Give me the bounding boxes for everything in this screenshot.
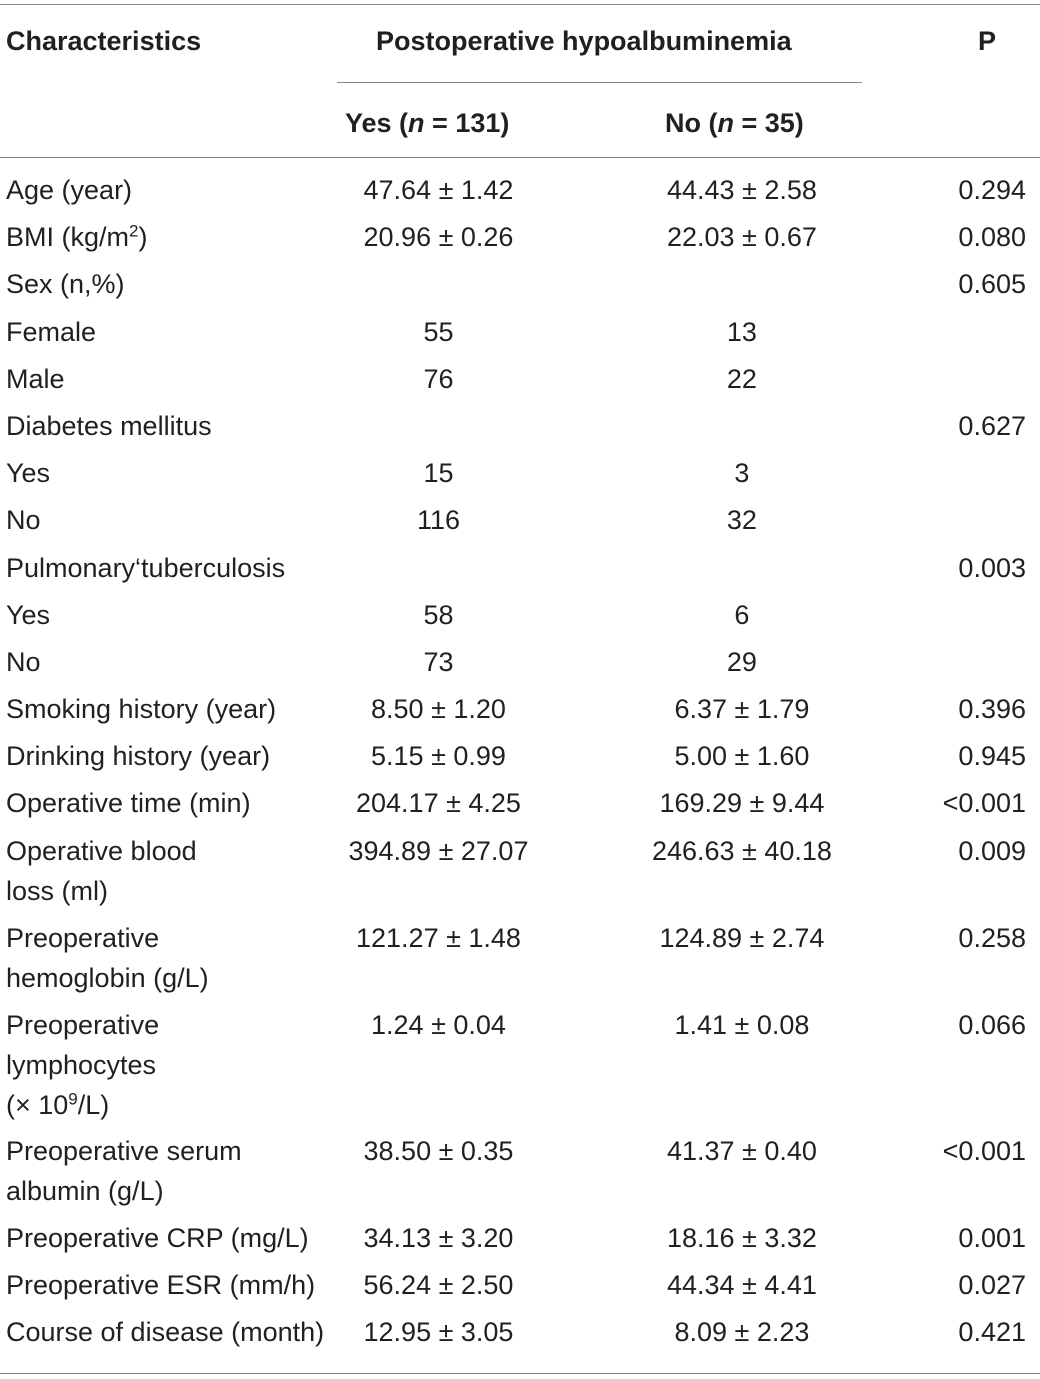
table-row xyxy=(0,831,1040,918)
row-label: Diabetes mellitus xyxy=(6,410,212,441)
no-value: 1.41 ± 0.08 xyxy=(674,1009,810,1040)
header-no-count: = 35) xyxy=(733,108,804,138)
yes-value: 12.95 ± 3.05 xyxy=(363,1317,514,1347)
row-label: Course of disease (month) xyxy=(6,1317,325,1347)
table-row xyxy=(0,500,1040,547)
yes-value: 204.17 ± 4.25 xyxy=(356,788,521,819)
no-value: 13 xyxy=(726,316,757,347)
p-value: 0.003 xyxy=(958,552,1026,583)
yes-value: 73 xyxy=(423,646,454,677)
table-row xyxy=(0,783,1040,830)
no-value: 5.00 ± 1.60 xyxy=(674,741,810,772)
row-label: Sex (n,%) xyxy=(6,269,125,300)
p-value xyxy=(943,595,1040,642)
p-value: <0.001 xyxy=(942,788,1026,819)
header-bottom-rule xyxy=(0,157,1040,158)
no-value: 124.89 ± 2.74 xyxy=(659,922,825,953)
yes-value: 116 xyxy=(416,505,460,536)
yes-value xyxy=(336,406,541,453)
table-row xyxy=(0,217,1040,264)
row-label xyxy=(0,918,336,1005)
no-value: 22 xyxy=(726,363,757,394)
row-label xyxy=(0,831,336,918)
table-row xyxy=(0,1131,1040,1218)
table-row xyxy=(0,1218,1040,1265)
yes-value: 76 xyxy=(423,363,454,394)
row-label: Pulmonary‘tuberculosis xyxy=(6,552,286,583)
header-no xyxy=(665,107,804,139)
row-label-line: albumin (g/L) xyxy=(6,1175,164,1206)
yes-value: 1.24 ± 0.04 xyxy=(371,1009,506,1040)
yes-value: 8.50 ± 1.20 xyxy=(371,694,506,725)
row-label-sup: 2 xyxy=(129,221,139,241)
row-label xyxy=(0,1005,336,1131)
row-label: Yes xyxy=(6,458,51,489)
no-value xyxy=(541,406,942,453)
row-label-sup: 9 xyxy=(68,1089,78,1109)
no-value: 6.37 ± 1.79 xyxy=(674,694,810,725)
p-value: 0.027 xyxy=(958,1269,1026,1300)
table-row xyxy=(0,264,1040,311)
row-label-after: ) xyxy=(138,222,148,253)
row-label: Preoperative CRP (mg/L) xyxy=(6,1222,309,1253)
yes-value: 15 xyxy=(423,458,454,489)
no-value: 41.37 ± 0.40 xyxy=(666,1135,817,1166)
header-no-n: n xyxy=(717,108,734,138)
no-value: 32 xyxy=(726,505,757,536)
row-label-line: Preoperative xyxy=(6,1009,160,1040)
row-label: Smoking history (year) xyxy=(6,694,277,725)
p-value xyxy=(943,642,1040,689)
row-label-line: Operative blood xyxy=(6,835,197,866)
table-row xyxy=(0,1005,1040,1131)
no-value: 44.43 ± 2.58 xyxy=(666,175,817,205)
table-row xyxy=(0,1312,1040,1359)
table-row xyxy=(0,1265,1040,1312)
yes-value: 56.24 ± 2.50 xyxy=(363,1269,514,1300)
row-label: Male xyxy=(6,363,65,394)
row-label-line: Preoperative xyxy=(6,922,160,953)
header-yes-count: = 131) xyxy=(424,108,510,138)
p-value: 0.009 xyxy=(958,835,1026,866)
row-label: Preoperative ESR (mm/h) xyxy=(6,1269,316,1300)
p-value: 0.421 xyxy=(958,1317,1026,1347)
header-yes xyxy=(345,107,509,139)
row-label: Operative time (min) xyxy=(6,788,251,819)
table-row xyxy=(0,453,1040,500)
row-label xyxy=(0,1131,336,1218)
header-yes-label: Yes ( xyxy=(345,108,409,138)
row-label-line xyxy=(6,1085,336,1125)
row-label-line: Preoperative serum xyxy=(6,1135,242,1166)
table-row xyxy=(0,595,1040,642)
yes-value: 58 xyxy=(423,599,454,630)
row-label: Age (year) xyxy=(6,175,133,205)
p-value xyxy=(943,500,1040,547)
p-value: 0.627 xyxy=(958,410,1026,441)
header-no-label: No ( xyxy=(665,108,718,138)
table-row xyxy=(0,170,1040,217)
table-bottom-rule xyxy=(0,1373,1040,1374)
no-value: 18.16 ± 3.32 xyxy=(666,1222,817,1253)
yes-value: 55 xyxy=(423,316,454,347)
no-value xyxy=(541,264,942,311)
p-value xyxy=(943,453,1040,500)
row-label: Yes xyxy=(6,599,51,630)
no-value: 169.29 ± 9.44 xyxy=(659,788,825,819)
p-value: 0.001 xyxy=(958,1222,1026,1253)
row-label-line: lymphocytes xyxy=(6,1049,157,1080)
row-label xyxy=(0,217,336,264)
header-yes-n: n xyxy=(408,108,425,138)
row-label: No xyxy=(6,646,41,677)
table-top-rule xyxy=(0,4,1040,5)
row-label-text: (× 10 xyxy=(6,1089,69,1120)
table-row xyxy=(0,736,1040,783)
p-value: 0.294 xyxy=(958,175,1026,205)
table-row xyxy=(0,689,1040,736)
no-value: 22.03 ± 0.67 xyxy=(666,222,817,253)
yes-value: 121.27 ± 1.48 xyxy=(356,922,521,953)
yes-value: 5.15 ± 0.99 xyxy=(371,741,506,772)
no-value: 29 xyxy=(726,646,757,677)
yes-value xyxy=(336,548,541,595)
characteristics-table xyxy=(0,170,1040,1359)
no-value: 6 xyxy=(734,599,750,630)
header-p: P xyxy=(978,26,997,56)
row-label-after: /L) xyxy=(77,1089,110,1120)
p-value: 0.396 xyxy=(958,694,1026,725)
table-row xyxy=(0,406,1040,453)
no-value xyxy=(541,548,942,595)
p-value: 0.605 xyxy=(958,269,1026,300)
no-value: 8.09 ± 2.23 xyxy=(674,1317,810,1347)
group-underline xyxy=(337,82,862,83)
yes-value: 20.96 ± 0.26 xyxy=(363,222,514,253)
header-group-title: Postoperative hypoalbuminemia xyxy=(376,26,792,56)
p-value: 0.945 xyxy=(958,741,1026,772)
p-value: 0.080 xyxy=(958,222,1026,253)
p-value xyxy=(943,359,1040,406)
table-row xyxy=(0,359,1040,406)
table-row xyxy=(0,312,1040,359)
table-row xyxy=(0,642,1040,689)
p-value: 0.258 xyxy=(958,922,1026,953)
yes-value: 38.50 ± 0.35 xyxy=(363,1135,514,1166)
row-label-line: loss (ml) xyxy=(6,875,108,906)
p-value: <0.001 xyxy=(942,1135,1026,1166)
p-value xyxy=(943,312,1040,359)
row-label: Drinking history (year) xyxy=(6,741,271,772)
p-value: 0.066 xyxy=(958,1009,1026,1040)
yes-value: 47.64 ± 1.42 xyxy=(363,175,514,205)
table-row xyxy=(0,548,1040,595)
header-characteristics: Characteristics xyxy=(6,26,202,56)
row-label-line: hemoglobin (g/L) xyxy=(6,962,209,993)
no-value: 246.63 ± 40.18 xyxy=(651,835,832,866)
yes-value xyxy=(336,264,541,311)
table-row xyxy=(0,918,1040,1005)
no-value: 44.34 ± 4.41 xyxy=(666,1269,817,1300)
yes-value: 34.13 ± 3.20 xyxy=(363,1222,514,1253)
row-label: No xyxy=(6,505,41,536)
row-label-text: BMI (kg/m xyxy=(6,222,130,253)
no-value: 3 xyxy=(734,458,750,489)
row-label: Female xyxy=(6,316,97,347)
yes-value: 394.89 ± 27.07 xyxy=(348,835,529,866)
